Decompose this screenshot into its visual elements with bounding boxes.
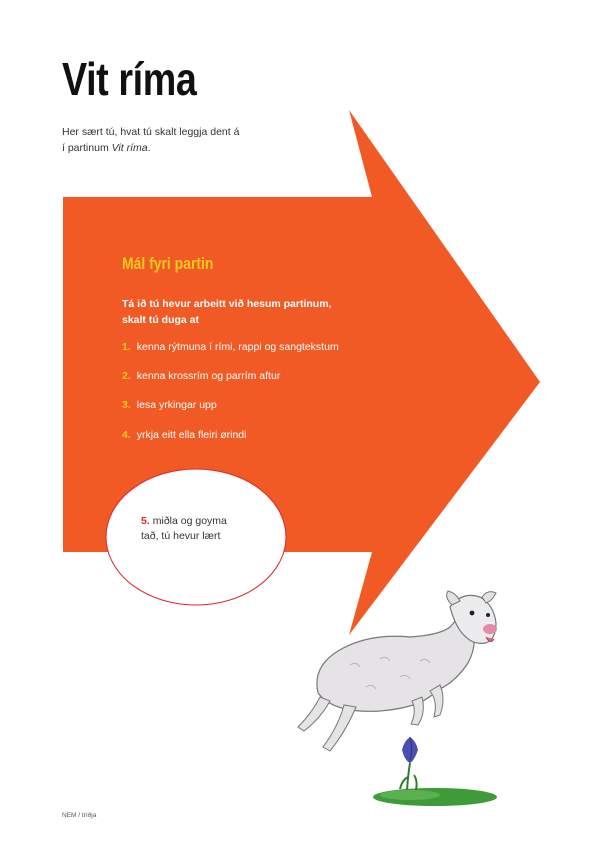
goal-item-4 [122, 429, 246, 441]
goals-lead [122, 296, 402, 328]
intro-line-2-suffix: . [147, 142, 151, 154]
section-name-italic: Vit ríma [111, 142, 148, 154]
goal-5-text-1: miðla og goyma [152, 515, 227, 527]
goals-lead-line-1: Tá ið tú hevur arbeitt við hesum partinum, [122, 298, 332, 310]
lamb-jumping-illustration [290, 585, 520, 810]
goal-text: kenna rýtmuna í rími, rappi og sangtekstum [136, 341, 339, 353]
goal-number: 5. [141, 515, 150, 527]
goal-5-text-2: tað, tú hevur lært [141, 530, 221, 542]
goal-item-2 [122, 370, 280, 382]
goal-item-5 [141, 514, 271, 544]
page-title: Vit ríma [62, 53, 197, 105]
goals-heading: Mál fyri partin [122, 254, 214, 273]
goal-text: lesa yrkingar upp [136, 399, 217, 411]
page-footer: NEM / tríðja [62, 812, 97, 819]
goal-text: kenna krossrím og parrím aftur [136, 370, 281, 382]
goal-text: yrkja eitt ella fleiri ørindi [136, 429, 247, 441]
goal-item-1 [122, 341, 339, 353]
goal-5-line-1 [141, 514, 271, 529]
lamb-body [298, 591, 497, 751]
goals-lead-line-2: skalt tú duga at [122, 314, 200, 326]
crocus-flower-icon [400, 737, 418, 790]
intro-line-2-prefix: í partinum [62, 142, 112, 154]
goal-item-3 [122, 399, 217, 411]
goal-number: 4. [122, 429, 131, 441]
goal-number: 3. [122, 399, 131, 411]
intro-line-1: Her sært tú, hvat tú skalt leggja dent á [62, 126, 240, 138]
goal-number: 2. [122, 370, 131, 382]
goal-number: 1. [122, 341, 131, 353]
